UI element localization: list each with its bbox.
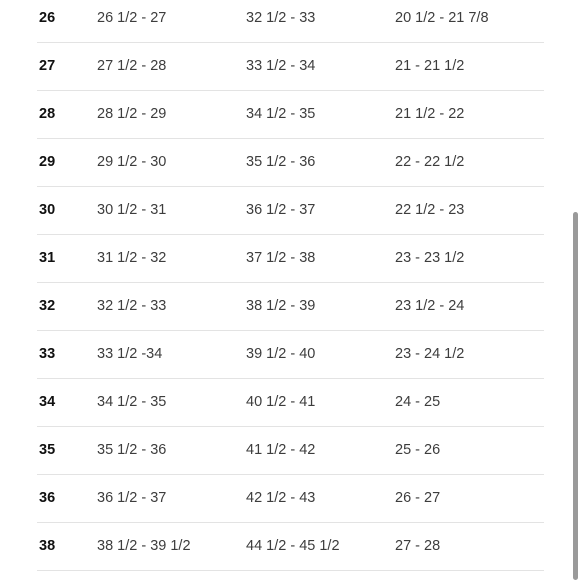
measurement-cell: 41 1/2 - 42	[246, 442, 316, 458]
measurement-cell: 25 - 26	[395, 442, 441, 458]
measurement-cell: 26 - 27	[395, 490, 441, 506]
measurement-cell: 33 1/2 - 34	[246, 58, 316, 74]
measurement-cell: 35 1/2 - 36	[97, 442, 167, 458]
measurement-cell: 30 1/2 - 31	[97, 202, 167, 218]
measurement-cell: 34 1/2 - 35	[97, 394, 167, 410]
measurement-cell: 32 1/2 - 33	[97, 298, 167, 314]
size-cell: 27	[39, 58, 56, 74]
measurement-cell: 29 1/2 - 30	[97, 154, 167, 170]
table-row	[37, 139, 544, 187]
measurement-cell: 23 - 23 1/2	[395, 250, 465, 266]
table-row	[37, 427, 544, 475]
size-chart-table	[37, 0, 544, 571]
table-row	[37, 0, 544, 43]
measurement-cell: 23 - 24 1/2	[395, 346, 465, 362]
measurement-cell: 40 1/2 - 41	[246, 394, 316, 410]
size-cell: 34	[39, 394, 56, 410]
table-row	[37, 523, 544, 571]
measurement-cell: 34 1/2 - 35	[246, 106, 316, 122]
size-cell: 38	[39, 538, 56, 554]
measurement-cell: 42 1/2 - 43	[246, 490, 316, 506]
size-cell: 28	[39, 106, 56, 122]
table-row	[37, 379, 544, 427]
measurement-cell: 22 - 22 1/2	[395, 154, 465, 170]
measurement-cell: 36 1/2 - 37	[97, 490, 167, 506]
measurement-cell: 38 1/2 - 39	[246, 298, 316, 314]
measurement-cell: 20 1/2 - 21 7/8	[395, 10, 489, 26]
measurement-cell: 27 - 28	[395, 538, 441, 554]
measurement-cell: 35 1/2 - 36	[246, 154, 316, 170]
measurement-cell: 33 1/2 -34	[97, 346, 163, 362]
size-cell: 26	[39, 10, 56, 26]
measurement-cell: 32 1/2 - 33	[246, 10, 316, 26]
vertical-scrollbar[interactable]	[570, 0, 580, 580]
size-cell: 29	[39, 154, 56, 170]
measurement-cell: 21 1/2 - 22	[395, 106, 465, 122]
measurement-cell: 23 1/2 - 24	[395, 298, 465, 314]
measurement-cell: 22 1/2 - 23	[395, 202, 465, 218]
table-row	[37, 187, 544, 235]
table-row	[37, 43, 544, 91]
measurement-cell: 26 1/2 - 27	[97, 10, 167, 26]
measurement-cell: 31 1/2 - 32	[97, 250, 167, 266]
measurement-cell: 37 1/2 - 38	[246, 250, 316, 266]
measurement-cell: 44 1/2 - 45 1/2	[246, 538, 340, 554]
size-cell: 32	[39, 298, 56, 314]
measurement-cell: 28 1/2 - 29	[97, 106, 167, 122]
measurement-cell: 39 1/2 - 40	[246, 346, 316, 362]
size-cell: 33	[39, 346, 56, 362]
table-row	[37, 91, 544, 139]
measurement-cell: 38 1/2 - 39 1/2	[97, 538, 191, 554]
table-row	[37, 283, 544, 331]
size-cell: 36	[39, 490, 56, 506]
measurement-cell: 24 - 25	[395, 394, 441, 410]
size-cell: 31	[39, 250, 56, 266]
measurement-cell: 21 - 21 1/2	[395, 58, 465, 74]
scrollbar-thumb[interactable]	[573, 212, 578, 580]
table-row	[37, 235, 544, 283]
size-cell: 30	[39, 202, 56, 218]
measurement-cell: 27 1/2 - 28	[97, 58, 167, 74]
table-row	[37, 475, 544, 523]
size-cell: 35	[39, 442, 56, 458]
measurement-cell: 36 1/2 - 37	[246, 202, 316, 218]
table-row	[37, 331, 544, 379]
